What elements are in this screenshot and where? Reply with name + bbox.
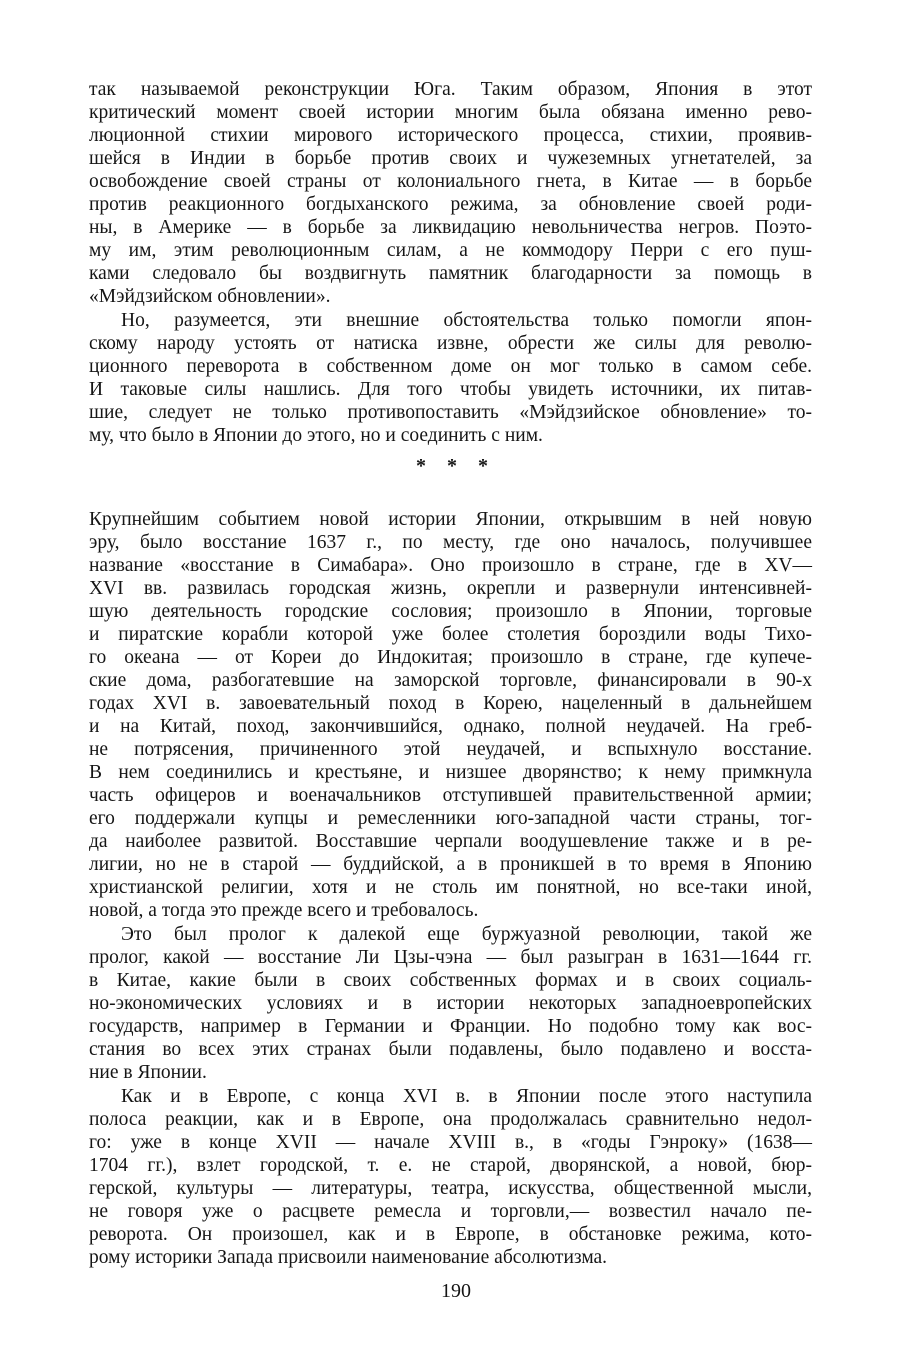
text-line: герской, культуры — литературы, театра, искусства, общественной мысли,: [89, 1178, 812, 1199]
text-line: «Мэйдзийском обновлении».: [89, 286, 331, 307]
text-line: и на Китай, поход, закончившийся, однако, полной неудачей. На греб-: [89, 716, 812, 737]
text-line: реворота. Он произошел, как и в Европе, в обстановке режима, кото-: [89, 1224, 812, 1245]
text-line: Крупнейшим событием новой истории Японии, открывшим в ней новую: [89, 509, 812, 530]
text-line: критический момент своей истории многим была обязана именно рево-: [89, 102, 812, 123]
text-line: ционного переворота в собственном доме он мог только в самом себе.: [89, 356, 812, 377]
text-line: 1704 гг.), взлет городской, т. е. не старой, дворянской, а новой, бюр-: [89, 1155, 812, 1176]
text-line: новой, а тогда это прежде всего и требовалось.: [89, 900, 479, 921]
text-line: люционной стихии мирового исторического процесса, стихии, проявив-: [89, 125, 812, 146]
text-line: го океана — от Кореи до Индокитая; произошло в стране, где купече-: [89, 647, 812, 668]
text-line: му им, этим революционным силам, а не коммодору Перри с его пуш-: [89, 240, 812, 261]
text-line: стания во всех этих странах были подавлены, было подавлено и восста-: [89, 1039, 812, 1060]
text-line: шую деятельность городские сословия; произошло в Японии, торговые: [89, 601, 812, 622]
text-line: ские дома, разбогатевшие на заморской торговле, финансировали в 90-х: [89, 670, 812, 691]
text-line: В нем соединились и крестьяне, и низшее дворянство; к нему примкнула: [89, 762, 812, 783]
text-line: шейся в Индии в борьбе против своих и чужеземных угнетателей, за: [89, 148, 812, 169]
text-line: Но, разумеется, эти внешние обстоятельства только помогли япон-: [121, 310, 812, 331]
text-line: Как и в Европе, с конца XVI в. в Японии после этого наступила: [121, 1086, 812, 1107]
text-line: да наиболее развитой. Восставшие черпали воодушевление также и в ре-: [89, 831, 812, 852]
text-line: государств, например в Германии и Франции. Но подобно тому как вос-: [89, 1016, 812, 1037]
text-line: эру, было восстание 1637 г., по месту, где оно началось, получившее: [89, 532, 812, 553]
text-line: не говоря уже о расцвете ремесла и торговли,— возвестил начало пе-: [89, 1201, 812, 1222]
text-line: ками следовало бы воздвигнуть памятник благодарности за помощь в: [89, 263, 812, 284]
text-line: часть офицеров и военачальников отступившей правительственной армии;: [89, 785, 812, 806]
text-line: против реакционного богдыханского режима, за обновление своей роди-: [89, 194, 812, 215]
text-line: освобождение своей страны от колониального гнета, в Китае — в борьбе: [89, 171, 812, 192]
page-number: 190: [441, 1280, 471, 1302]
text-line: му, что было в Японии до этого, но и соединить с ним.: [89, 425, 543, 446]
text-line: и пиратские корабли которой уже более столетия бороздили воды Тихо-: [89, 624, 812, 645]
text-line: го: уже в конце XVII — начале XVIII в., в «годы Гэнроку» (1638—: [89, 1132, 812, 1153]
text-line: полоса реакции, как и в Европе, она продолжалась сравнительно недол-: [89, 1109, 812, 1130]
text-line: ны, в Америке — в борьбе за ликвидацию невольничества негров. Поэто-: [89, 217, 812, 238]
text-line: XVI вв. развилась городская жизнь, окрепли и развернули интенсивней-: [89, 578, 812, 599]
text-line: И таковые силы нашлись. Для того чтобы увидеть источники, их питав-: [89, 379, 812, 400]
text-line: ние в Японии.: [89, 1062, 207, 1083]
text-line: шие, следует не только противопоставить «Мэйдзийское обновление» то-: [89, 402, 812, 423]
text-line: название «восстание в Симабара». Оно произошло в стране, где в XV—: [89, 555, 812, 576]
text-line: христианской религии, хотя и не столь им понятной, но все-таки иной,: [89, 877, 812, 898]
text-line: пролог, какой — восстание Ли Цзы-чэна — был разыгран в 1631—1644 гг.: [89, 947, 812, 968]
section-separator: * * *: [416, 455, 496, 477]
text-line: рому историки Запада присвоили наименование абсолютизма.: [89, 1247, 608, 1268]
text-line: его поддержали купцы и ремесленники юго-западной части страны, тог-: [89, 808, 812, 829]
text-line: годах XVI в. завоевательный поход в Корею, нацеленный в дальнейшем: [89, 693, 812, 714]
text-line: лигии, но не в старой — буддийской, а в проникшей в то время в Японию: [89, 854, 812, 875]
text-line: Это был пролог к далекой еще буржуазной революции, такой же: [121, 924, 812, 945]
text-line: в Китае, какие были в своих собственных формах и в своих социаль-: [89, 970, 812, 991]
text-line: скому народу устоять от натиска извне, обрести же силы для револю-: [89, 333, 812, 354]
text-line: но-экономических условиях и в истории некоторых западноевропейских: [89, 993, 812, 1014]
text-line: не потрясения, причиненного этой неудачей, и вспыхнуло восстание.: [89, 739, 812, 760]
text-line: так называемой реконструкции Юга. Таким образом, Япония в этот: [89, 79, 812, 100]
